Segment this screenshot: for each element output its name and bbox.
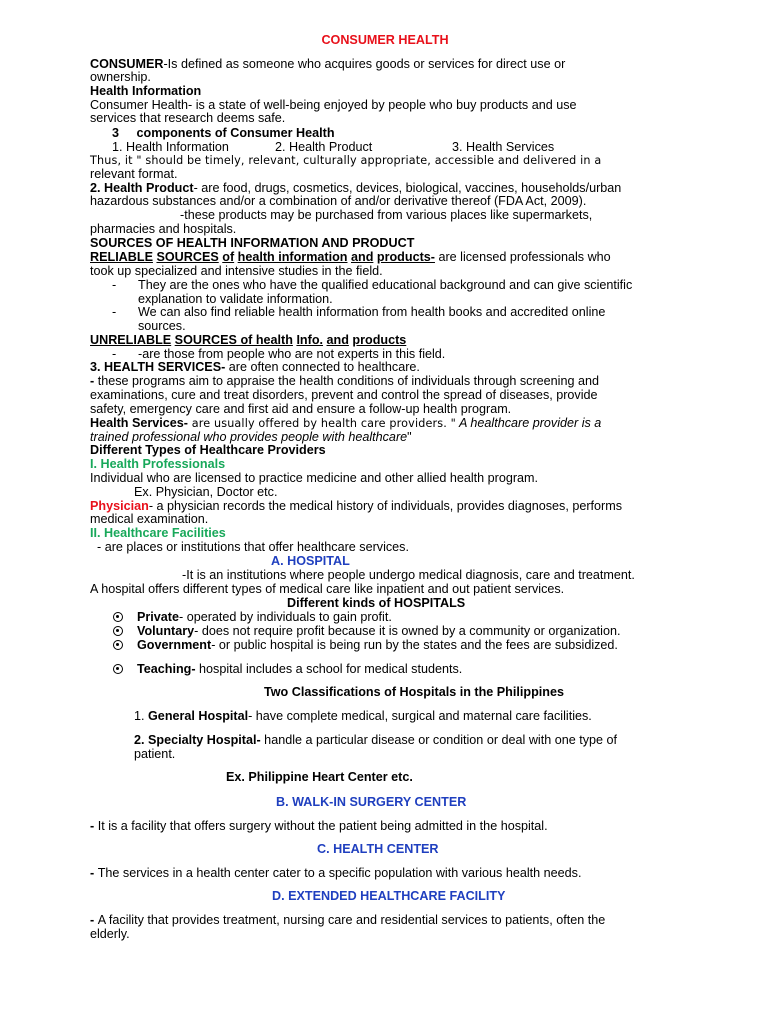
teaching-term: Teaching- <box>137 662 196 676</box>
reliable-bullet-2-line2: sources. <box>138 319 186 333</box>
hs-end: " <box>407 430 412 444</box>
unreliable-and-word: and <box>326 333 349 347</box>
health-product-line4: pharmacies and hospitals. <box>90 222 237 236</box>
radio-bullet-icon <box>113 626 123 636</box>
radio-bullet-icon <box>113 664 123 674</box>
reliable-sources-line <box>90 251 611 265</box>
health-center-heading: C. HEALTH CENTER <box>317 842 439 856</box>
unreliable-bullet-text: -are those from people who are not experts in this field. <box>138 347 446 361</box>
types-heading: Different Types of Healthcare Providers <box>90 443 326 457</box>
health-services-rest: are often connected to healthcare. <box>225 360 420 374</box>
reliable-bullet-2-line1: We can also find reliable health information from health books and accredited online <box>138 305 606 319</box>
component-3: 3. Health Services <box>452 140 555 154</box>
health-product-term: 2. Health Product <box>90 181 194 195</box>
component-1: 1. Health Information <box>112 140 229 154</box>
health-professionals-line1: Individual who are licensed to practice medicine and other allied health program. <box>90 471 539 485</box>
components-heading: 3 components of Consumer Health <box>112 126 335 140</box>
hospital-kind-voluntary <box>113 625 620 639</box>
general-hospital-rest: - have complete medical, surgical and maternal care facilities. <box>248 709 592 723</box>
health-information-word: health information <box>237 250 348 264</box>
health-center-text: The services in a health center cater to a specific population with various health needs. <box>97 866 582 880</box>
document-title: CONSUMER HEALTH <box>321 33 449 47</box>
hospital-kind-government <box>113 639 618 653</box>
health-services-providers-line <box>90 417 601 431</box>
health-center-line <box>90 867 581 881</box>
reliable-rest: are licensed professionals who <box>434 250 611 264</box>
health-professionals-example: Ex. Physician, Doctor etc. <box>134 485 278 499</box>
health-services-p1 <box>90 375 599 389</box>
products-word: products- <box>376 250 435 264</box>
hospital-kind-private <box>113 611 392 625</box>
health-services-p1-text: these programs aim to appraise the health conditions of individuals through screening and <box>97 374 599 388</box>
unreliable-sources-line <box>90 334 406 348</box>
hospital-kind-teaching <box>113 663 462 677</box>
private-term: Private <box>137 610 180 624</box>
health-information-heading: Health Information <box>90 84 202 98</box>
extended-dash: - <box>90 913 98 927</box>
specialty-hospital-rest: handle a particular disease or condition or deal with one type of <box>260 733 618 747</box>
hs-term: Health Services- <box>90 416 189 430</box>
extended-facility-line2: elderly. <box>90 927 130 941</box>
specialty-hospital-term: 2. Specialty Hospital- <box>134 733 261 747</box>
reliable-line2: took up specialized and intensive studies in the field. <box>90 264 383 278</box>
government-term: Government <box>137 638 212 652</box>
physician-rest: - a physician records the medical history of individuals, provides diagnoses, performs <box>148 499 623 513</box>
consumer-health-line1: Consumer Health- is a state of well-being enjoyed by people who buy products and use <box>90 98 577 112</box>
hs-italic-2: trained professional who provides people with healthcare <box>90 430 408 444</box>
hospital-line1: -It is an institutions where people undergo medical diagnosis, care and treatment. <box>182 568 635 582</box>
general-hospital-line <box>134 710 592 724</box>
health-services-p3: safety, emergency care and first aid and ensure a follow-up health program. <box>90 402 512 416</box>
sources-heading: SOURCES OF HEALTH INFORMATION AND PRODUCT <box>90 236 415 250</box>
general-hospital-term: General Hospital <box>148 709 249 723</box>
reliable-bullet-1-line2: explanation to validate information. <box>138 292 333 306</box>
hs-mono-text: are usually offered by health care providers. " <box>188 417 456 430</box>
consumer-def-text: -Is defined as someone who acquires goods or services for direct use or <box>163 57 566 71</box>
reliable-bullet-2: - We can also find reliable health information from health books and accredited online <box>112 305 606 319</box>
unreliable-word: UNRELIABLE <box>90 333 172 347</box>
voluntary-term: Voluntary <box>137 624 195 638</box>
hospital-kinds-heading: Different kinds of HOSPITALS <box>287 596 466 610</box>
consumer-term: CONSUMER <box>90 57 164 71</box>
health-product-line2: hazardous substances and/or a combination of and/or derivative thereof (FDA Act, 2009). <box>90 194 587 208</box>
health-professionals-heading: I. Health Professionals <box>90 457 226 471</box>
healthcare-facilities-heading: II. Healthcare Facilities <box>90 526 226 540</box>
general-num: 1. <box>134 709 149 723</box>
of-word: of <box>222 250 235 264</box>
consumer-definition <box>90 58 565 72</box>
walkin-dash: - <box>90 819 98 833</box>
hospital-heading: A. HOSPITAL <box>271 554 350 568</box>
specialty-hospital-line2: patient. <box>134 747 176 761</box>
sources-word: SOURCES <box>156 250 219 264</box>
thus-line2: relevant format. <box>90 167 178 181</box>
thus-line1: Thus, it " should be timely, relevant, culturally appropriate, accessible and delivered in a <box>90 154 602 167</box>
teaching-rest: hospital includes a school for medical students. <box>195 662 463 676</box>
unreliable-products-word: products <box>352 333 407 347</box>
health-product-text: - are food, drugs, cosmetics, devices, biological, vaccines, households/urban <box>193 181 622 195</box>
component-2: 2. Health Product <box>275 140 373 154</box>
reliable-word: RELIABLE <box>90 250 153 264</box>
extended-facility-heading: D. EXTENDED HEALTHCARE FACILITY <box>272 889 506 903</box>
walkin-heading: B. WALK-IN SURGERY CENTER <box>276 795 467 809</box>
health-center-dash: - <box>90 866 98 880</box>
hs-italic-1: A healthcare provider is a <box>455 416 602 430</box>
extended-facility-line1 <box>90 914 605 928</box>
healthcare-facilities-line1: - are places or institutions that offer healthcare services. <box>97 540 409 554</box>
radio-bullet-icon <box>113 612 123 622</box>
info-word: Info. <box>296 333 324 347</box>
reliable-bullet-1: - They are the ones who have the qualified educational background and can give scientific <box>112 278 633 292</box>
unreliable-bullet: - -are those from people who are not experts in this field. <box>112 347 446 361</box>
unreliable-sources-word: SOURCES of health <box>174 333 293 347</box>
extended-line1-text: A facility that provides treatment, nursing care and residential services to patients, often the <box>97 913 606 927</box>
physician-line2: medical examination. <box>90 512 209 526</box>
health-product-line3: -these products may be purchased from various places like supermarkets, <box>180 208 593 222</box>
walkin-line <box>90 820 548 834</box>
private-rest: - operated by individuals to gain profit. <box>179 610 392 624</box>
health-services-term: 3. HEALTH SERVICES- <box>90 360 226 374</box>
radio-bullet-icon <box>113 640 123 650</box>
reliable-bullet-1-line1: They are the ones who have the qualified educational background and can give scientific <box>138 278 633 292</box>
consumer-health-line2: services that research deems safe. <box>90 111 286 125</box>
walkin-text: It is a facility that offers surgery without the patient being admitted in the hospital. <box>97 819 548 833</box>
hospital-line2: A hospital offers different types of medical care like inpatient and out patient services. <box>90 582 565 596</box>
health-services-p2: examinations, cure and treat disorders, prevent and control the spread of diseases, provide <box>90 388 598 402</box>
and-word: and <box>351 250 374 264</box>
voluntary-rest: - does not require profit because it is owned by a community or organization. <box>194 624 621 638</box>
health-services-line <box>90 361 420 375</box>
consumer-def-line2: ownership. <box>90 70 151 84</box>
hospital-example: Ex. Philippine Heart Center etc. <box>226 770 413 784</box>
classifications-heading: Two Classifications of Hospitals in the Philippines <box>264 685 564 699</box>
health-services-dash: - <box>90 374 98 388</box>
physician-term: Physician <box>90 499 149 513</box>
government-rest: - or public hospital is being run by the states and the fees are subsidized. <box>211 638 618 652</box>
specialty-hospital-line <box>134 734 617 748</box>
